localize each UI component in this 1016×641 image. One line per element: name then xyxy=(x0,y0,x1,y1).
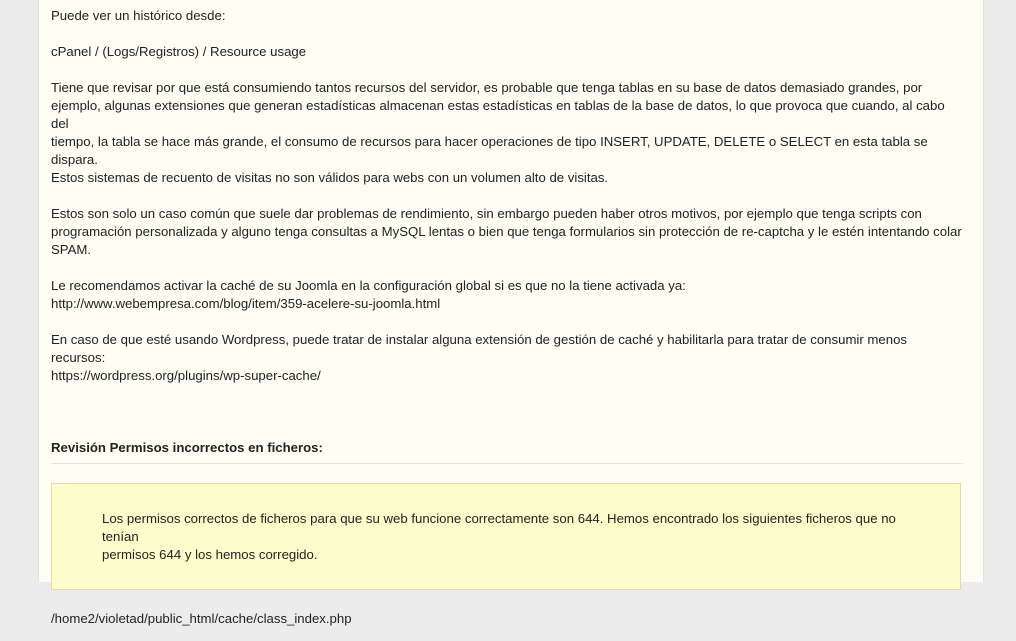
review-line: ejemplo, algunas extensiones que generan estadísticas almacenan estas estadísticas en tablas de la base de datos, lo que provoca que cuando, al cabo del xyxy=(51,98,945,131)
permissions-heading: Revisión Permisos incorrectos en ficheros: xyxy=(51,439,963,464)
cpanel-path: cPanel / (Logs/Registros) / Resource usage xyxy=(51,44,307,59)
review-paragraph xyxy=(51,79,963,187)
file-path: /home2/violetad/public_html/cache/class_index.php xyxy=(51,611,352,626)
content-panel xyxy=(38,0,984,626)
notice-line: Los permisos correctos de ficheros para que su web funcione correctamente son 644. Hemos encontrado los siguientes ficheros que no tenían xyxy=(102,511,896,544)
wordpress-text: En caso de que esté usando Wordpress, puede tratar de instalar alguna extensión de gestión de caché y habilitarla para tratar de consumir menos recursos: xyxy=(51,332,907,365)
review-line: Tiene que revisar por que está consumiendo tantos recursos del servidor, es probable que tenga tablas en su base de datos demasiado grandes, por xyxy=(51,80,923,95)
example-line: Estos son solo un caso común que suele dar problemas de rendimiento, sin embargo pueden haber otros motivos, por ejemplo que tenga scripts con xyxy=(51,206,922,221)
review-line: Estos sistemas de recuento de visitas no son válidos para webs con un volumen alto de visitas. xyxy=(51,170,609,185)
wordpress-paragraph xyxy=(51,331,963,385)
joomla-text: Le recomendamos activar la caché de su Joomla en la configuración global si es que no la tiene activada ya: xyxy=(51,278,686,293)
review-line: tiempo, la tabla se hace más grande, el consumo de recursos para hacer operaciones de tipo INSERT, UPDATE, DELETE o SELECT en esta tabla se dispara. xyxy=(51,134,928,167)
example-paragraph xyxy=(51,205,963,259)
spacer xyxy=(51,403,963,439)
wordpress-link[interactable]: https://wordpress.org/plugins/wp-super-cache/ xyxy=(51,368,321,383)
notice-line: permisos 644 y los hemos corregido. xyxy=(102,547,318,562)
joomla-paragraph xyxy=(51,277,963,313)
example-line: SPAM. xyxy=(51,242,92,257)
notice-box xyxy=(51,483,961,590)
example-line: programación personalizada y alguno tenga consultas a MySQL lentas o bien que tenga formularios sin protección de re-captcha y le estén intentando colar xyxy=(51,224,962,239)
joomla-link[interactable]: http://www.webempresa.com/blog/item/359-acelere-su-joomla.html xyxy=(51,296,441,311)
intro-text: Puede ver un histórico desde: xyxy=(51,8,226,23)
message-body xyxy=(51,7,963,641)
